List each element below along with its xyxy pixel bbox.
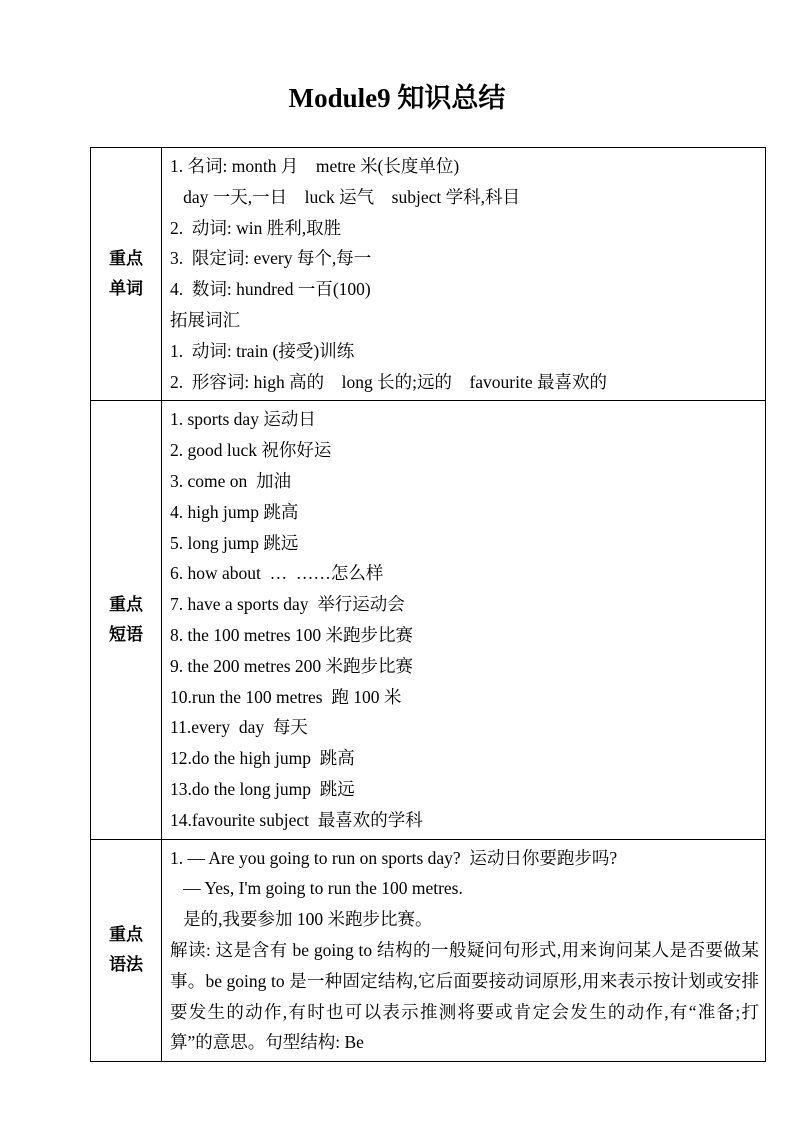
content-line: 3. 限定词: every 每个,每一 xyxy=(170,248,372,269)
content-line: — Yes, I'm going to run the 100 metres. xyxy=(170,878,463,899)
section-content-words xyxy=(162,148,766,401)
content-line: 1. sports day 运动日 xyxy=(170,409,316,430)
label-line: 重点 xyxy=(109,594,143,614)
content-line: 9. the 200 metres 200 米跑步比赛 xyxy=(170,655,414,676)
content-line: 10.run the 100 metres 跑 100 米 xyxy=(170,686,402,707)
content-line: 1. 动词: train (接受)训练 xyxy=(170,340,355,361)
content-line: 4. 数词: hundred 一百(100) xyxy=(170,279,371,300)
content-line: 3. come on 加油 xyxy=(170,470,292,491)
section-row-phrases xyxy=(91,401,766,839)
section-label-words xyxy=(91,148,162,401)
content-line: 2. 形容词: high 高的 long 长的;远的 favourite 最喜欢的 xyxy=(170,371,607,392)
content-line: 11.every day 每天 xyxy=(170,717,308,738)
content-line: 13.do the long jump 跳远 xyxy=(170,778,355,799)
section-label-phrases xyxy=(91,401,162,839)
label-line: 单词 xyxy=(109,279,143,299)
section-row-words xyxy=(91,148,766,401)
section-row-grammar xyxy=(91,839,766,1062)
summary-table xyxy=(90,147,766,1062)
content-line: 4. high jump 跳高 xyxy=(170,501,299,522)
content-line: 7. have a sports day 举行运动会 xyxy=(170,594,405,615)
label-line: 重点 xyxy=(109,925,143,945)
content-line: 是的,我要参加 100 米跑步比赛。 xyxy=(170,909,433,930)
section-content-phrases xyxy=(162,401,766,839)
content-line: 拓展词汇 xyxy=(170,309,240,330)
content-line: 14.favourite subject 最喜欢的学科 xyxy=(170,809,423,830)
content-line: day 一天,一日 luck 运气 subject 学科,科目 xyxy=(170,186,520,207)
content-line: 8. the 100 metres 100 米跑步比赛 xyxy=(170,624,414,645)
content-line: 1. — Are you going to run on sports day? 运动日你要跑步吗? xyxy=(170,847,618,868)
content-line: 2. good luck 祝你好运 xyxy=(170,440,332,461)
content-line: 12.do the high jump 跳高 xyxy=(170,748,355,769)
content-line: 6. how about … ……怎么样 xyxy=(170,563,384,584)
content-line: 1. 名词: month 月 metre 米(长度单位) xyxy=(170,156,460,176)
section-content-grammar xyxy=(162,839,766,1062)
label-line: 短语 xyxy=(109,624,143,644)
explanation-paragraph: 解读: 这是含有 be going to 结构的一般疑问句形式,用来询问某人是否要做某事。be going to 是一种固定结构,它后面要接动词原形,用来表示按计划或安排要发生的动作,有时也可以表示推测将要或肯定会发生的动作,有“准备;打算”的意思。句型结构: Be xyxy=(170,939,759,1053)
section-label-grammar xyxy=(91,839,162,1062)
content-line: 5. long jump 跳远 xyxy=(170,532,299,553)
page-title: Module9 知识总结 xyxy=(288,83,506,113)
label-line: 语法 xyxy=(109,955,143,975)
content-line: 2. 动词: win 胜利,取胜 xyxy=(170,217,342,238)
label-line: 重点 xyxy=(109,249,143,269)
